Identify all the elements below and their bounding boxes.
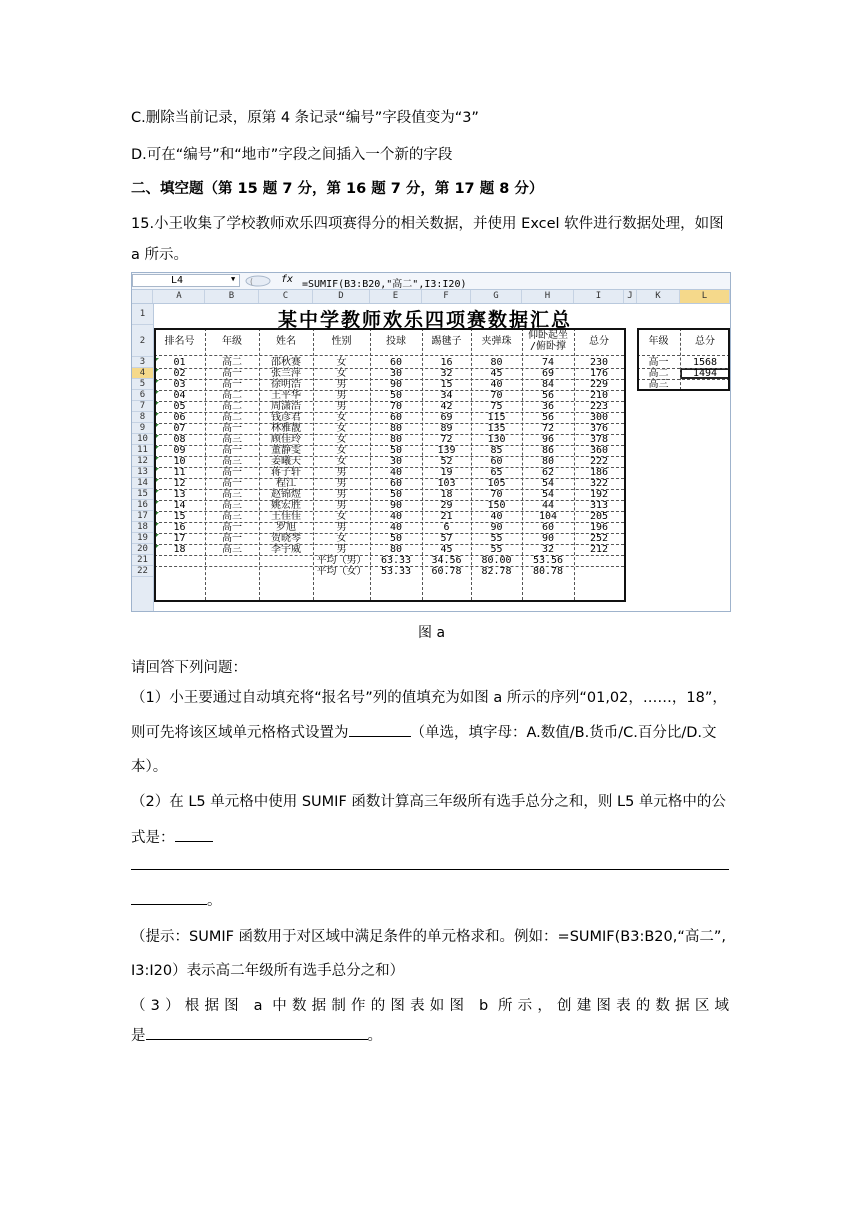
data-cell[interactable]: 女 (336, 511, 347, 522)
data-cell[interactable]: 70 (490, 390, 503, 401)
data-cell[interactable]: 男 (336, 390, 347, 401)
header-cell[interactable]: 投球 (386, 336, 406, 347)
q2-end-mark: 。 (207, 893, 222, 909)
data-cell[interactable]: 姜曦天 (271, 456, 301, 467)
data-cell[interactable]: 176 (589, 368, 609, 379)
data-cell[interactable]: 高二 (222, 401, 242, 412)
row-header-12[interactable]: 12 (132, 456, 153, 467)
data-cell[interactable]: 89 (440, 423, 453, 434)
data-cell[interactable]: 29 (440, 500, 453, 511)
q2-answer-end (131, 890, 222, 911)
data-cell[interactable]: 16 (173, 522, 186, 533)
data-cell[interactable]: 张兰萍 (271, 368, 301, 379)
header-cell[interactable]: 性别 (331, 336, 352, 347)
row-header-7[interactable]: 7 (132, 401, 153, 412)
data-cell[interactable]: 高三 (222, 434, 242, 445)
data-cell[interactable]: 15 (440, 379, 453, 390)
q2-line2-text: 式是： (131, 830, 175, 846)
data-cell[interactable]: 223 (589, 401, 609, 412)
avg-cell[interactable]: 53.33 (380, 566, 412, 577)
data-cell[interactable]: 69 (541, 368, 555, 379)
data-cell[interactable]: 75 (490, 401, 503, 412)
row-header-10[interactable]: 10 (132, 434, 153, 445)
data-cell[interactable]: 90 (490, 522, 503, 533)
data-cell[interactable]: 03 (173, 379, 186, 390)
data-cell[interactable]: 80 (389, 434, 403, 445)
data-cell[interactable]: 135 (487, 423, 506, 434)
svg-text:(: ( (249, 277, 254, 286)
row-header-14[interactable]: 14 (132, 478, 153, 489)
summary-total[interactable]: 1494 (680, 368, 730, 379)
header-cell[interactable]: 排名号 (164, 336, 195, 347)
data-cell[interactable]: 56 (541, 412, 555, 423)
select-all-corner[interactable] (132, 290, 153, 303)
data-cell[interactable]: 65 (490, 467, 503, 478)
data-cell[interactable]: 11 (173, 467, 186, 478)
hint-line1: （提示：SUMIF 函数用于对区域中满足条件的单元格求和。例如：=SUMIF(B3:B20,“高二”, (131, 929, 727, 945)
data-cell[interactable]: 56 (541, 390, 555, 401)
data-cell[interactable]: 高二 (222, 357, 242, 368)
data-cell[interactable]: 09 (173, 445, 186, 456)
column-header-l[interactable]: L (680, 290, 730, 303)
question-15-line1: 15.小王收集了学校教师欢乐四项赛得分的相关数据，并使用 Excel 软件进行数据处理，如图 (131, 216, 724, 232)
data-cell[interactable]: 男 (336, 379, 347, 390)
data-cell[interactable]: 07 (173, 423, 186, 434)
data-cell[interactable]: 378 (589, 434, 609, 445)
data-cell[interactable]: 男 (336, 478, 347, 489)
data-cell[interactable]: 男 (336, 489, 347, 500)
figure-caption: 图 a (418, 625, 446, 641)
data-cell[interactable]: 230 (589, 357, 609, 368)
q3-line2-b: 。 (367, 1028, 382, 1044)
header-cell[interactable]: 仰卧起坐 /俯卧撑 (528, 330, 568, 352)
row-header-5[interactable]: 5 (132, 379, 153, 390)
data-cell[interactable]: 55 (490, 544, 503, 555)
row-header-19[interactable]: 19 (132, 533, 153, 544)
data-cell[interactable]: 男 (336, 544, 347, 555)
row-header-3[interactable]: 3 (132, 357, 153, 368)
data-cell[interactable]: 6 (443, 522, 450, 533)
data-cell[interactable]: 10 (173, 456, 186, 467)
summary-border (637, 328, 730, 391)
data-cell[interactable]: 376 (589, 423, 609, 434)
avg-label[interactable]: 平均（男） (316, 555, 367, 566)
data-cell[interactable]: 林雅靓 (271, 423, 301, 434)
data-cell[interactable]: 60 (389, 412, 403, 423)
data-cell[interactable]: 62 (541, 467, 555, 478)
data-cell[interactable]: 50 (389, 390, 403, 401)
data-cell[interactable]: 06 (173, 412, 186, 423)
formula-bar (132, 273, 730, 290)
data-cell[interactable]: 04 (173, 390, 186, 401)
data-cell[interactable]: 14 (173, 500, 186, 511)
row-header-9[interactable]: 9 (132, 423, 153, 434)
data-cell[interactable]: 钱彦君 (271, 412, 301, 423)
data-cell[interactable]: 18 (173, 544, 186, 555)
data-cell[interactable]: 高一 (222, 533, 242, 544)
data-cell[interactable]: 55 (490, 533, 503, 544)
name-box: L4 (132, 274, 240, 287)
data-cell[interactable]: 女 (336, 533, 347, 544)
data-cell[interactable]: 19 (440, 467, 453, 478)
data-cell[interactable]: 高一 (222, 423, 242, 434)
row-header-22[interactable]: 22 (132, 566, 153, 577)
column-header-i[interactable]: I (574, 290, 624, 303)
data-cell[interactable]: 高一 (222, 379, 242, 390)
data-cell[interactable]: 322 (589, 478, 609, 489)
data-cell[interactable]: 45 (440, 544, 453, 555)
data-cell[interactable]: 252 (589, 533, 609, 544)
data-cell[interactable]: 高一 (222, 368, 242, 379)
data-cell[interactable]: 96 (541, 434, 555, 445)
avg-cell[interactable]: 63.33 (380, 555, 412, 566)
data-cell[interactable]: 高一 (222, 522, 242, 533)
data-cell[interactable]: 周潇浩 (271, 401, 301, 412)
data-cell[interactable]: 姚宏胜 (271, 500, 301, 511)
data-cell[interactable]: 17 (173, 533, 186, 544)
avg-cell[interactable]: 80.00 (481, 555, 512, 566)
data-cell[interactable]: 90 (389, 500, 403, 511)
table-border (154, 328, 626, 602)
column-headers (132, 290, 730, 304)
data-cell[interactable]: 蒋子轩 (271, 467, 301, 478)
data-cell[interactable]: 50 (389, 533, 403, 544)
data-cell[interactable]: 86 (541, 445, 555, 456)
header-cell[interactable]: 年级 (222, 336, 242, 347)
data-cell[interactable]: 男 (336, 522, 347, 533)
header-cell[interactable]: 踢毽子 (431, 336, 462, 347)
data-cell[interactable]: 196 (589, 522, 609, 533)
data-cell[interactable]: 50 (389, 489, 403, 500)
data-cell[interactable]: 72 (541, 423, 555, 434)
data-cell[interactable]: 高二 (222, 412, 242, 423)
data-cell[interactable]: 192 (589, 489, 609, 500)
data-cell[interactable]: 李宇威 (271, 544, 301, 555)
avg-cell[interactable]: 80.78 (532, 566, 564, 577)
data-cell[interactable]: 32 (440, 368, 453, 379)
data-cell[interactable]: 邵秋赛 (271, 357, 301, 368)
data-cell[interactable]: 36 (541, 401, 555, 412)
data-cell[interactable]: 44 (541, 500, 555, 511)
data-cell[interactable]: 40 (490, 379, 503, 390)
data-cell[interactable]: 高三 (222, 500, 242, 511)
avg-cell[interactable]: 60.78 (431, 566, 462, 577)
data-cell[interactable]: 贺晓琴 (271, 533, 301, 544)
data-cell[interactable]: 高三 (222, 456, 242, 467)
data-cell[interactable]: 313 (589, 500, 609, 511)
q3-line1: （3）根据图 a 中数据制作的图表如图 b 所示，创建图表的数据区域 (131, 998, 729, 1014)
data-cell[interactable]: 90 (389, 379, 403, 390)
column-header-e[interactable]: E (370, 290, 422, 303)
data-cell[interactable]: 高三 (222, 544, 242, 555)
row-header-2[interactable]: 2 (132, 325, 153, 357)
section-title: 二、填空题（第 15 题 7 分，第 16 题 7 分，第 17 题 8 分） (131, 181, 544, 197)
data-cell[interactable]: 高二 (222, 390, 242, 401)
data-cell[interactable]: 40 (389, 522, 403, 533)
data-cell[interactable]: 85 (490, 445, 503, 456)
hint-line2: I3:I20）表示高二年级所有选手总分之和） (131, 963, 405, 979)
data-cell[interactable]: 女 (336, 423, 347, 434)
summary-grade[interactable]: 高二 (648, 368, 669, 379)
q2-line2 (131, 827, 213, 848)
data-cell[interactable]: 80 (389, 544, 403, 555)
data-cell[interactable]: 高三 (222, 511, 242, 522)
data-cell[interactable]: 60 (389, 478, 403, 489)
avg-cell[interactable]: 53.56 (532, 555, 564, 566)
q1-answer-blank[interactable] (349, 722, 411, 737)
avg-label[interactable]: 平均（女） (316, 566, 367, 577)
column-header-k[interactable]: K (637, 290, 680, 303)
row-header-20[interactable]: 20 (132, 544, 153, 555)
avg-cell[interactable]: 34.56 (431, 555, 462, 566)
data-cell[interactable]: 男 (336, 401, 347, 412)
column-header-d[interactable]: D (313, 290, 370, 303)
q3-answer-blank[interactable] (146, 1025, 368, 1040)
column-header-g[interactable]: G (471, 290, 522, 303)
row-header-8[interactable]: 8 (132, 412, 153, 423)
data-cell[interactable]: 高三 (222, 489, 242, 500)
data-cell[interactable]: 40 (389, 467, 403, 478)
row-header-21[interactable]: 21 (132, 555, 153, 566)
data-cell[interactable]: 18 (440, 489, 453, 500)
data-cell[interactable]: 69 (440, 412, 453, 423)
option-c: C.删除当前记录，原第 4 条记录“编号”字段值变为“3” (131, 110, 479, 126)
data-cell[interactable]: 130 (487, 434, 506, 445)
row-header-18[interactable]: 18 (132, 522, 153, 533)
data-cell[interactable]: 13 (173, 489, 186, 500)
data-cell[interactable]: 16 (440, 357, 453, 368)
data-cell[interactable]: 80 (389, 423, 403, 434)
data-cell[interactable]: 70 (389, 401, 403, 412)
data-cell[interactable]: 徐明浩 (271, 379, 301, 390)
data-cell[interactable]: 105 (487, 478, 506, 489)
q1-line2 (131, 722, 717, 743)
data-cell[interactable]: 222 (589, 456, 609, 467)
data-cell[interactable]: 150 (487, 500, 506, 511)
data-cell[interactable]: 32 (541, 544, 555, 555)
summary-header[interactable]: 年级 (648, 336, 669, 347)
row-header-11[interactable]: 11 (132, 445, 153, 456)
option-d: D.可在“编号”和“地市”字段之间插入一个新的字段 (131, 147, 453, 163)
data-cell[interactable]: 300 (589, 412, 609, 423)
sheet-title: 某中学教师欢乐四项赛数据汇总 (278, 309, 573, 331)
data-cell[interactable]: 205 (589, 511, 609, 522)
column-header-f[interactable]: F (422, 290, 471, 303)
data-cell[interactable]: 高一 (222, 445, 242, 456)
column-header-a[interactable]: A (154, 290, 205, 303)
data-cell[interactable]: 80 (490, 357, 503, 368)
data-cell[interactable]: 40 (389, 511, 403, 522)
row-headers (132, 304, 154, 611)
data-cell[interactable]: 女 (336, 368, 347, 379)
data-cell[interactable]: 程江 (276, 478, 296, 489)
avg-cell[interactable]: 82.78 (481, 566, 512, 577)
data-cell[interactable]: 54 (541, 478, 555, 489)
fx-icon: fx (281, 274, 294, 285)
q3-line2-a: 是 (131, 1028, 146, 1044)
prompt: 请回答下列问题： (131, 660, 247, 676)
summary-header[interactable]: 总分 (695, 336, 715, 347)
data-cell[interactable]: 229 (589, 379, 609, 390)
data-cell[interactable]: 高一 (222, 467, 242, 478)
data-cell[interactable]: 05 (173, 401, 186, 412)
data-cell[interactable]: 女 (336, 434, 347, 445)
data-cell[interactable]: 52 (440, 456, 453, 467)
data-cell[interactable]: 70 (490, 489, 503, 500)
name-box-dropdown-icon: ▼ (231, 275, 236, 283)
q1-line2-b: （单选，填字母：A.数值/B.货币/C.百分比/D.文 (410, 725, 717, 741)
data-cell[interactable]: 01 (173, 357, 186, 368)
data-cell[interactable]: 360 (589, 445, 609, 456)
data-cell[interactable]: 57 (440, 533, 453, 544)
row-header-17[interactable]: 17 (132, 511, 153, 522)
row-header-16[interactable]: 16 (132, 500, 153, 511)
column-header-h[interactable]: H (522, 290, 574, 303)
excel-screenshot (131, 272, 731, 612)
data-cell[interactable]: 08 (173, 434, 186, 445)
data-cell[interactable]: 186 (589, 467, 609, 478)
header-cell[interactable]: 总分 (589, 336, 609, 347)
data-cell[interactable]: 王佳佳 (271, 511, 301, 522)
formula-text: =SUMIF(B3:B20,"高二",I3:I20) (302, 279, 467, 290)
data-cell[interactable]: 赵锦煜 (271, 489, 301, 500)
q3-line2 (131, 1025, 382, 1046)
data-cell[interactable]: 210 (589, 390, 609, 401)
data-cell[interactable]: 21 (440, 511, 453, 522)
row-header-6[interactable]: 6 (132, 390, 153, 401)
header-cell[interactable]: 夹弹珠 (481, 336, 512, 347)
data-cell[interactable]: 72 (440, 434, 453, 445)
data-cell[interactable]: 115 (487, 412, 506, 423)
row-header-13[interactable]: 13 (132, 467, 153, 478)
q1-line1: （1）小王要通过自动填充将“报名号”列的值填充为如图 a 所示的序列“01,02，……，18”， (131, 690, 727, 706)
data-cell[interactable]: 45 (490, 368, 503, 379)
data-cell[interactable]: 103 (437, 478, 456, 489)
column-header-c[interactable]: C (259, 290, 313, 303)
data-cell[interactable]: 60 (389, 357, 403, 368)
data-cell[interactable]: 顾佳玲 (271, 434, 301, 445)
summary-grade[interactable]: 高三 (648, 379, 669, 390)
data-cell[interactable]: 02 (173, 368, 186, 379)
data-cell[interactable]: 84 (541, 379, 555, 390)
data-cell[interactable]: 12 (173, 478, 186, 489)
data-cell[interactable]: 80 (541, 456, 555, 467)
data-cell[interactable]: 30 (389, 456, 403, 467)
q2-answer-blank-end[interactable] (131, 890, 207, 905)
column-header-b[interactable]: B (205, 290, 259, 303)
data-cell[interactable]: 罗旭 (276, 522, 296, 533)
data-cell[interactable]: 女 (336, 357, 347, 368)
summary-total[interactable]: 1568 (692, 357, 718, 368)
data-cell[interactable]: 60 (541, 522, 555, 533)
data-cell[interactable]: 40 (490, 511, 503, 522)
q2-answer-line[interactable] (131, 869, 729, 870)
data-cell[interactable]: 高一 (222, 478, 242, 489)
data-cell[interactable]: 30 (389, 368, 403, 379)
q1-line3: 本）。 (131, 759, 168, 775)
data-cell[interactable]: 104 (538, 511, 558, 522)
question-15-line2: a 所示。 (131, 247, 188, 263)
data-cell[interactable]: 212 (589, 544, 609, 555)
q2-line1: （2）在 L5 单元格中使用 SUMIF 函数计算高三年级所有选手总分之和，则 L5 单元格中的公 (131, 794, 726, 810)
data-cell[interactable]: 139 (437, 445, 456, 456)
data-cell[interactable]: 34 (440, 390, 453, 401)
data-cell[interactable]: 50 (389, 445, 403, 456)
column-header-j[interactable]: J (624, 290, 637, 303)
data-cell[interactable]: 42 (440, 401, 453, 412)
data-cell[interactable]: 女 (336, 412, 347, 423)
data-cell[interactable]: 60 (490, 456, 503, 467)
q2-answer-blank-short[interactable] (175, 827, 213, 842)
row-header-1[interactable]: 1 (132, 304, 153, 325)
header-cell[interactable]: 姓名 (276, 336, 296, 347)
data-cell[interactable]: 54 (541, 489, 555, 500)
data-cell[interactable]: 王平华 (271, 390, 301, 401)
data-cell[interactable]: 15 (173, 511, 186, 522)
row-header-15[interactable]: 15 (132, 489, 153, 500)
row-header-4[interactable]: 4 (132, 368, 153, 379)
data-cell[interactable]: 男 (336, 467, 347, 478)
data-cell[interactable]: 董静雯 (271, 445, 301, 456)
data-cell[interactable]: 男 (336, 500, 347, 511)
q1-line2-a: 则可先将该区域单元格格式设置为 (131, 725, 349, 741)
data-cell[interactable]: 女 (336, 456, 347, 467)
data-cell[interactable]: 74 (541, 357, 555, 368)
summary-grade[interactable]: 高一 (648, 357, 669, 368)
data-cell[interactable]: 女 (336, 445, 347, 456)
data-cell[interactable]: 90 (541, 533, 555, 544)
